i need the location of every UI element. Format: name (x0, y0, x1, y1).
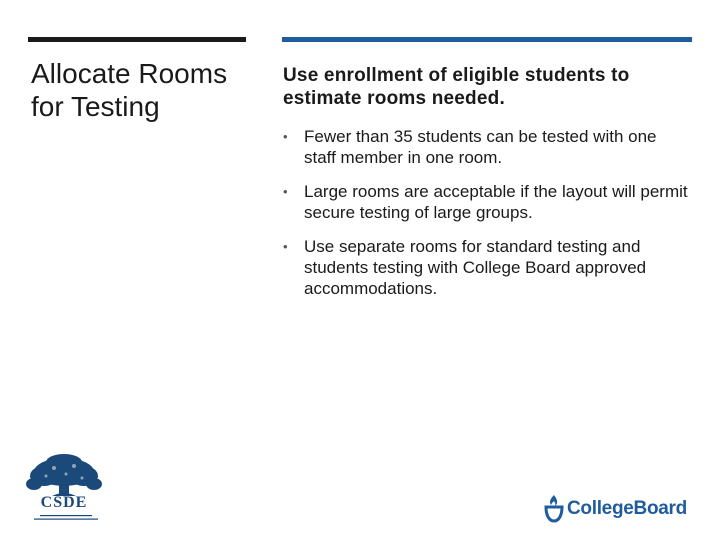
content-rule (282, 37, 692, 42)
bullet-list (283, 126, 693, 299)
bullet-item (283, 181, 693, 223)
bullet-text: Large rooms are acceptable if the layout will permit secure testing of large groups. (304, 182, 688, 222)
college-board-logo (543, 491, 703, 525)
csde-wordmark: CSDE (40, 494, 88, 511)
bullet-marker: • (283, 239, 288, 254)
content-area (283, 64, 693, 312)
csde-logo (24, 454, 104, 526)
bullet-text: Fewer than 35 students can be tested with one staff member in one room. (304, 127, 657, 167)
college-board-wordmark: CollegeBoard (567, 498, 687, 519)
slide-title: Allocate Rooms for Testing (31, 58, 228, 122)
bullet-marker: • (283, 129, 288, 144)
slide-subtitle: Use enrollment of eligible students to estimate rooms needed. (283, 65, 630, 109)
acorn-torch-icon (543, 493, 565, 523)
csde-tagline-graphic (34, 514, 98, 522)
bullet-item (283, 236, 693, 299)
bullet-marker: • (283, 184, 288, 199)
title-rule (28, 37, 246, 42)
bullet-item (283, 126, 693, 168)
bullet-text: Use separate rooms for standard testing and students testing with College Board approved accommodations. (304, 237, 647, 298)
